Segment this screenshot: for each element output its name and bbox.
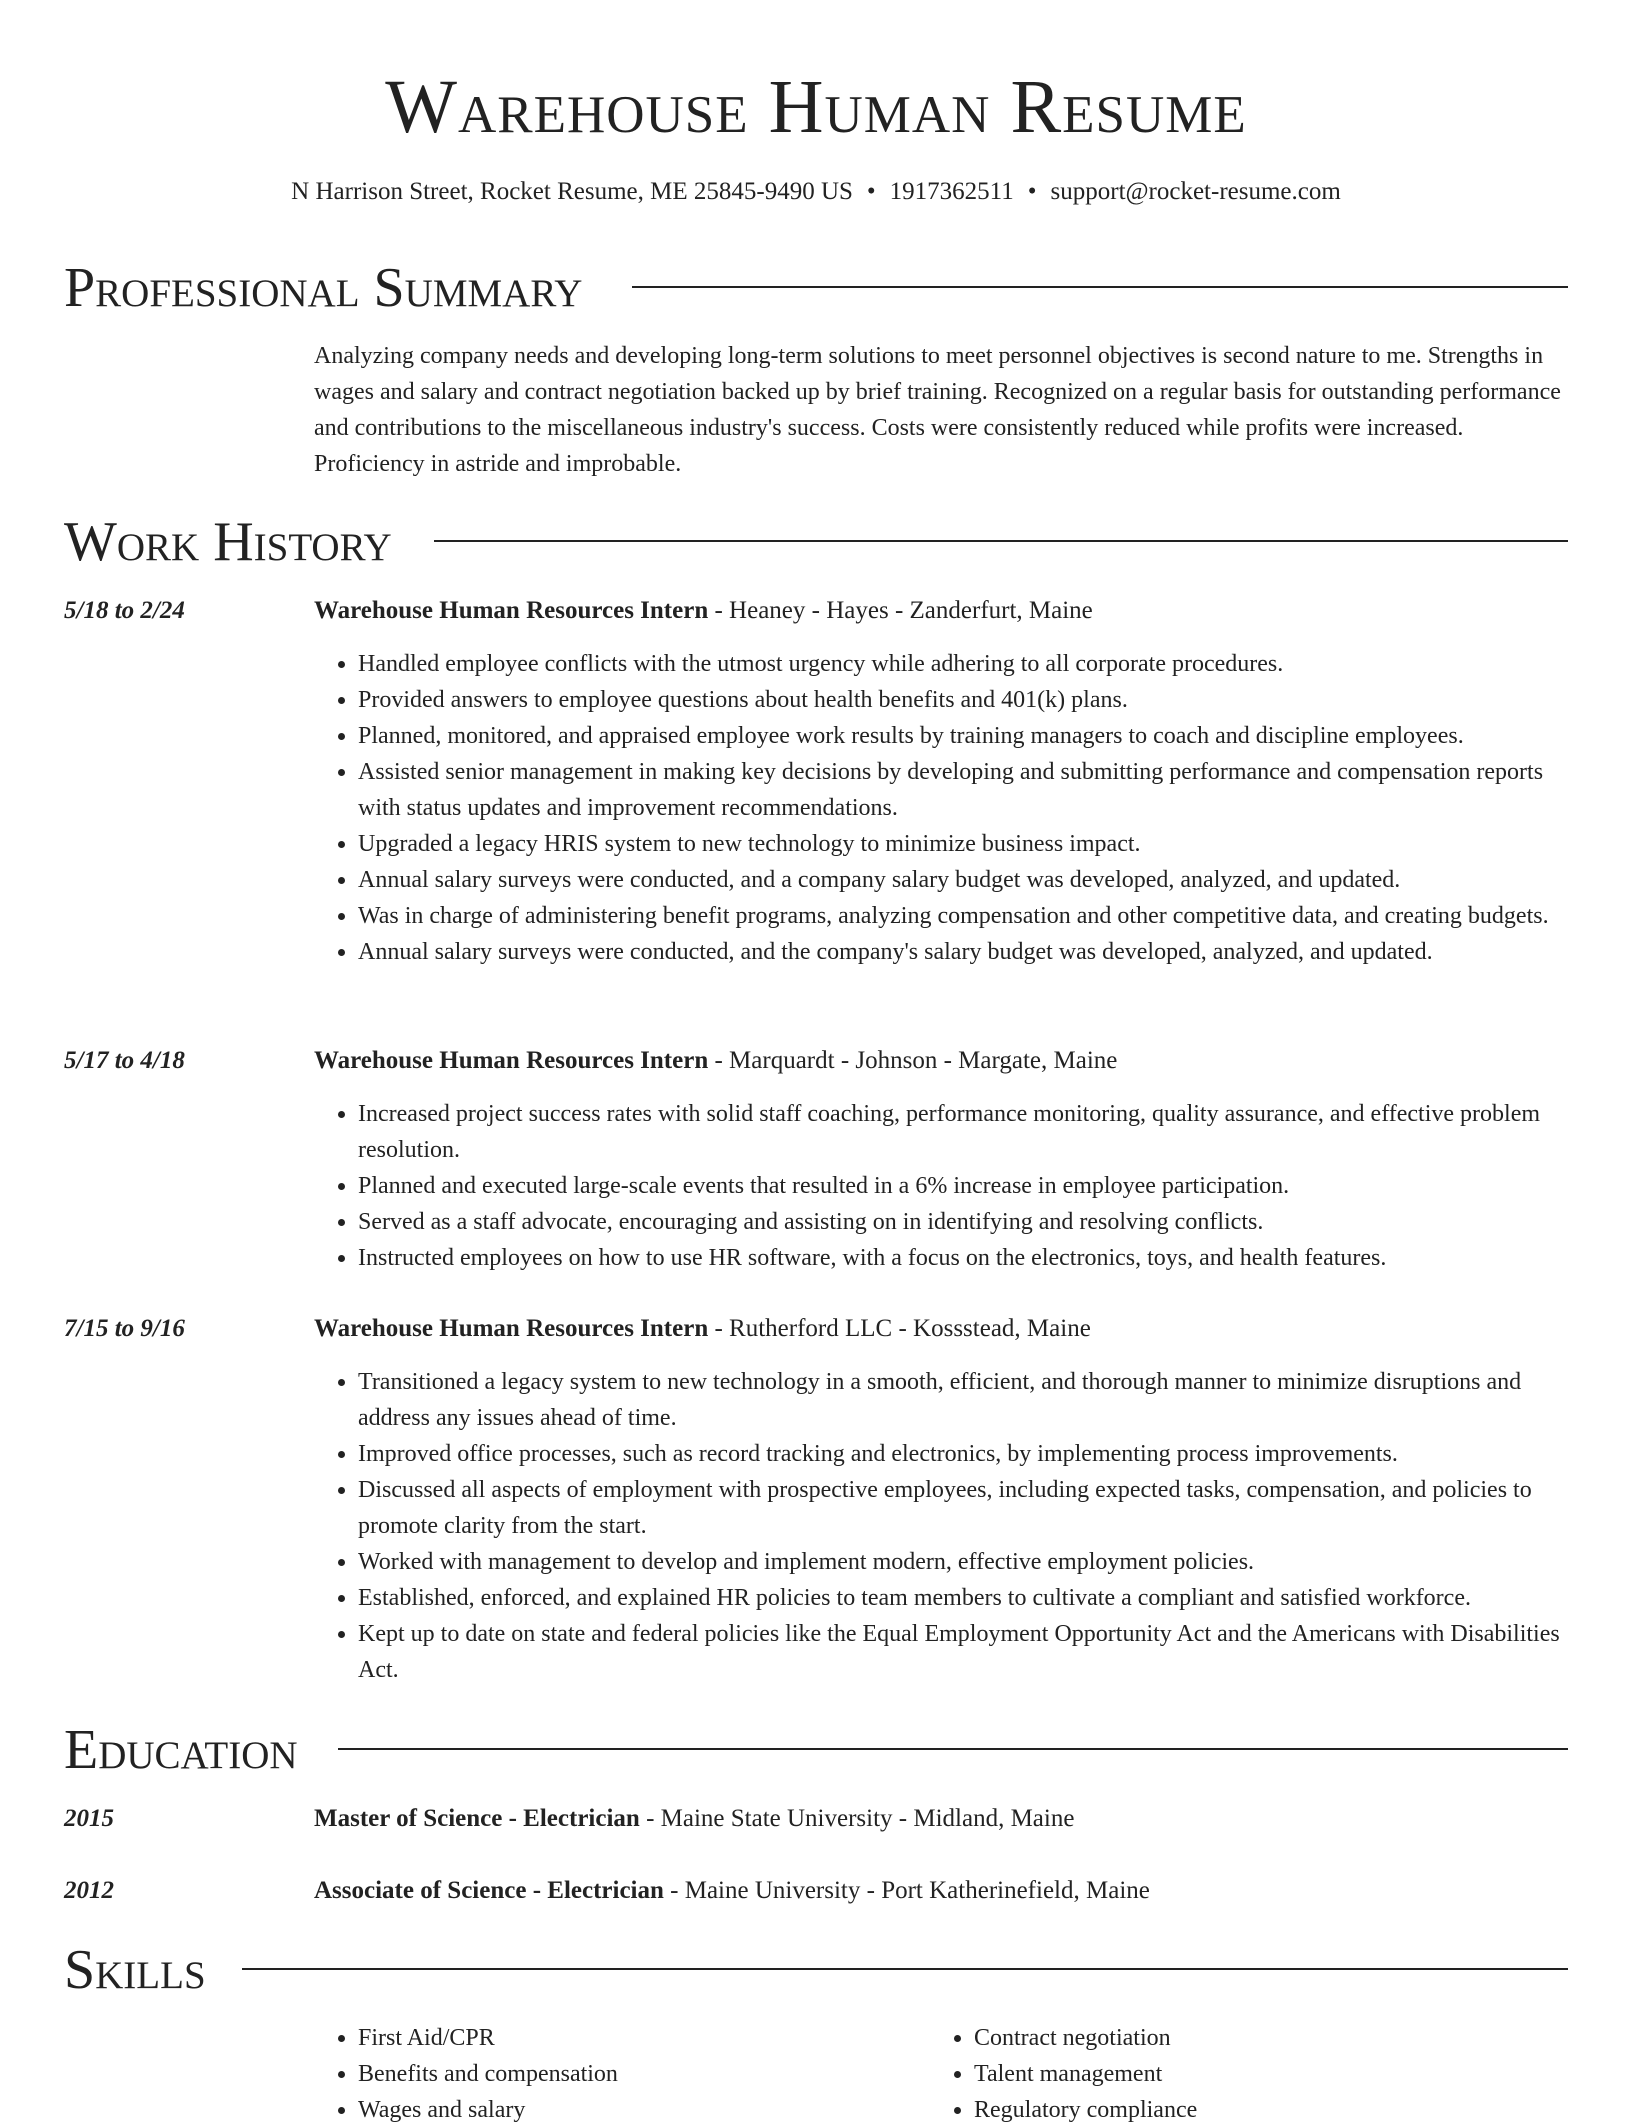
job-bullet: • Planned and executed large-scale events that resulted in a 6% increase in employee participation. <box>358 1168 1570 1204</box>
section-divider <box>242 1968 1568 1970</box>
education-degree: Master of Science - Electrician <box>314 1805 640 1832</box>
job-dates: 7/15 to 9/16 <box>64 1315 185 1342</box>
skill-item: • Talent management <box>974 2056 1614 2092</box>
section-title-summary: Professional Summary <box>64 257 583 319</box>
job-bullet: • Improved office processes, such as record tracking and electronics, by implementing process improvements. <box>358 1436 1570 1472</box>
job-bullet: • Served as a staff advocate, encouraging and assisting on in identifying and resolving conflicts. <box>358 1204 1570 1240</box>
job-bullet-list <box>314 1364 1570 1688</box>
skill-item: • Regulatory compliance <box>974 2092 1614 2128</box>
contact-separator: • <box>1027 178 1037 205</box>
job-employer: - Marquardt - Johnson - Margate, Maine <box>708 1047 1118 1074</box>
job-heading <box>314 594 1570 628</box>
job-bullet: • Increased project success rates with solid staff coaching, performance monitoring, quality assurance, and effective problem resolution. <box>358 1096 1570 1168</box>
education-year: 2015 <box>64 1805 114 1832</box>
education-school: - Maine University - Port Katherinefield, Maine <box>663 1877 1150 1904</box>
job-bullet: • Provided answers to employee questions about health benefits and 401(k) plans. <box>358 682 1570 718</box>
job-heading <box>314 1312 1570 1346</box>
job-bullet: • Established, enforced, and explained HR policies to team members to cultivate a compliant and satisfied workforce. <box>358 1580 1570 1616</box>
contact-email: support@rocket-resume.com <box>1050 178 1341 205</box>
education-degree: Associate of Science - Electrician <box>314 1877 664 1904</box>
contact-phone: 1917362511 <box>889 178 1014 205</box>
job-dates: 5/18 to 2/24 <box>64 597 185 624</box>
section-title-education: Education <box>64 1719 298 1781</box>
education-entry <box>314 1874 1570 1908</box>
section-title-skills: Skills <box>64 1939 206 2001</box>
education-entry <box>314 1802 1570 1836</box>
section-title-work-history: Work History <box>64 511 392 573</box>
job-bullet: • Annual salary surveys were conducted, and the company's salary budget was developed, analyzed, and updated. <box>358 934 1570 970</box>
job-bullet: • Planned, monitored, and appraised employee work results by training managers to coach and discipline employees. <box>358 718 1570 754</box>
job-bullet: • Handled employee conflicts with the utmost urgency while adhering to all corporate procedures. <box>358 646 1570 682</box>
job-bullet: • Annual salary surveys were conducted, and a company salary budget was developed, analyzed, and updated. <box>358 862 1570 898</box>
job-title: Warehouse Human Resources Intern <box>314 597 709 624</box>
job-employer: - Heaney - Hayes - Zanderfurt, Maine <box>708 597 1093 624</box>
section-divider <box>632 286 1568 288</box>
job-bullet: • Worked with management to develop and implement modern, effective employment policies. <box>358 1544 1570 1580</box>
job-bullet: • Assisted senior management in making key decisions by developing and submitting performance and compensation reports with status updates and improvement recommendations. <box>358 754 1570 826</box>
job-heading <box>314 1044 1570 1078</box>
summary-text: Analyzing company needs and developing long-term solutions to meet personnel objectives is second nature to me. Strengths in wages and salary and contract negotiation backed up by brief training. Recognized on a regular basis for outstanding performance and contributions to the miscellaneous industry's success. Costs were consistently reduced while profits were increased. Proficiency in astride and improbable. <box>314 343 1561 477</box>
job-bullet: • Upgraded a legacy HRIS system to new technology to minimize business impact. <box>358 826 1570 862</box>
education-year: 2012 <box>64 1877 114 1904</box>
job-title: Warehouse Human Resources Intern <box>314 1315 709 1342</box>
job-bullet: • Kept up to date on state and federal policies like the Equal Employment Opportunity Act and the Americans with Disabilities Act. <box>358 1616 1570 1688</box>
job-bullet-list <box>314 1096 1570 1276</box>
education-school: - Maine State University - Midland, Maine <box>639 1805 1075 1832</box>
job-employer: - Rutherford LLC - Kossstead, Maine <box>708 1315 1091 1342</box>
section-divider <box>434 540 1568 542</box>
job-bullet-list <box>314 646 1570 970</box>
job-bullet: • Discussed all aspects of employment with prospective employees, including expected tasks, compensation, and policies to promote clarity from the start. <box>358 1472 1570 1544</box>
contact-separator: • <box>866 178 876 205</box>
section-divider <box>338 1748 1568 1750</box>
skill-item: • Wages and salary <box>358 2092 958 2128</box>
skill-item: • Benefits and compensation <box>358 2056 958 2092</box>
skill-item: • First Aid/CPR <box>358 2020 958 2056</box>
contact-line <box>0 175 1632 209</box>
job-bullet: • Was in charge of administering benefit programs, analyzing compensation and other competitive data, and creating budgets. <box>358 898 1570 934</box>
job-dates: 5/17 to 4/18 <box>64 1047 185 1074</box>
resume-name: Warehouse Human Resume <box>385 65 1247 149</box>
job-bullet: • Instructed employees on how to use HR software, with a focus on the electronics, toys, and health features. <box>358 1240 1570 1276</box>
contact-address: N Harrison Street, Rocket Resume, ME 25845-9490 US <box>291 178 853 205</box>
job-bullet: • Transitioned a legacy system to new technology in a smooth, efficient, and thorough manner to minimize disruptions and address any issues ahead of time. <box>358 1364 1570 1436</box>
skill-item: • Contract negotiation <box>974 2020 1614 2056</box>
job-title: Warehouse Human Resources Intern <box>314 1047 709 1074</box>
